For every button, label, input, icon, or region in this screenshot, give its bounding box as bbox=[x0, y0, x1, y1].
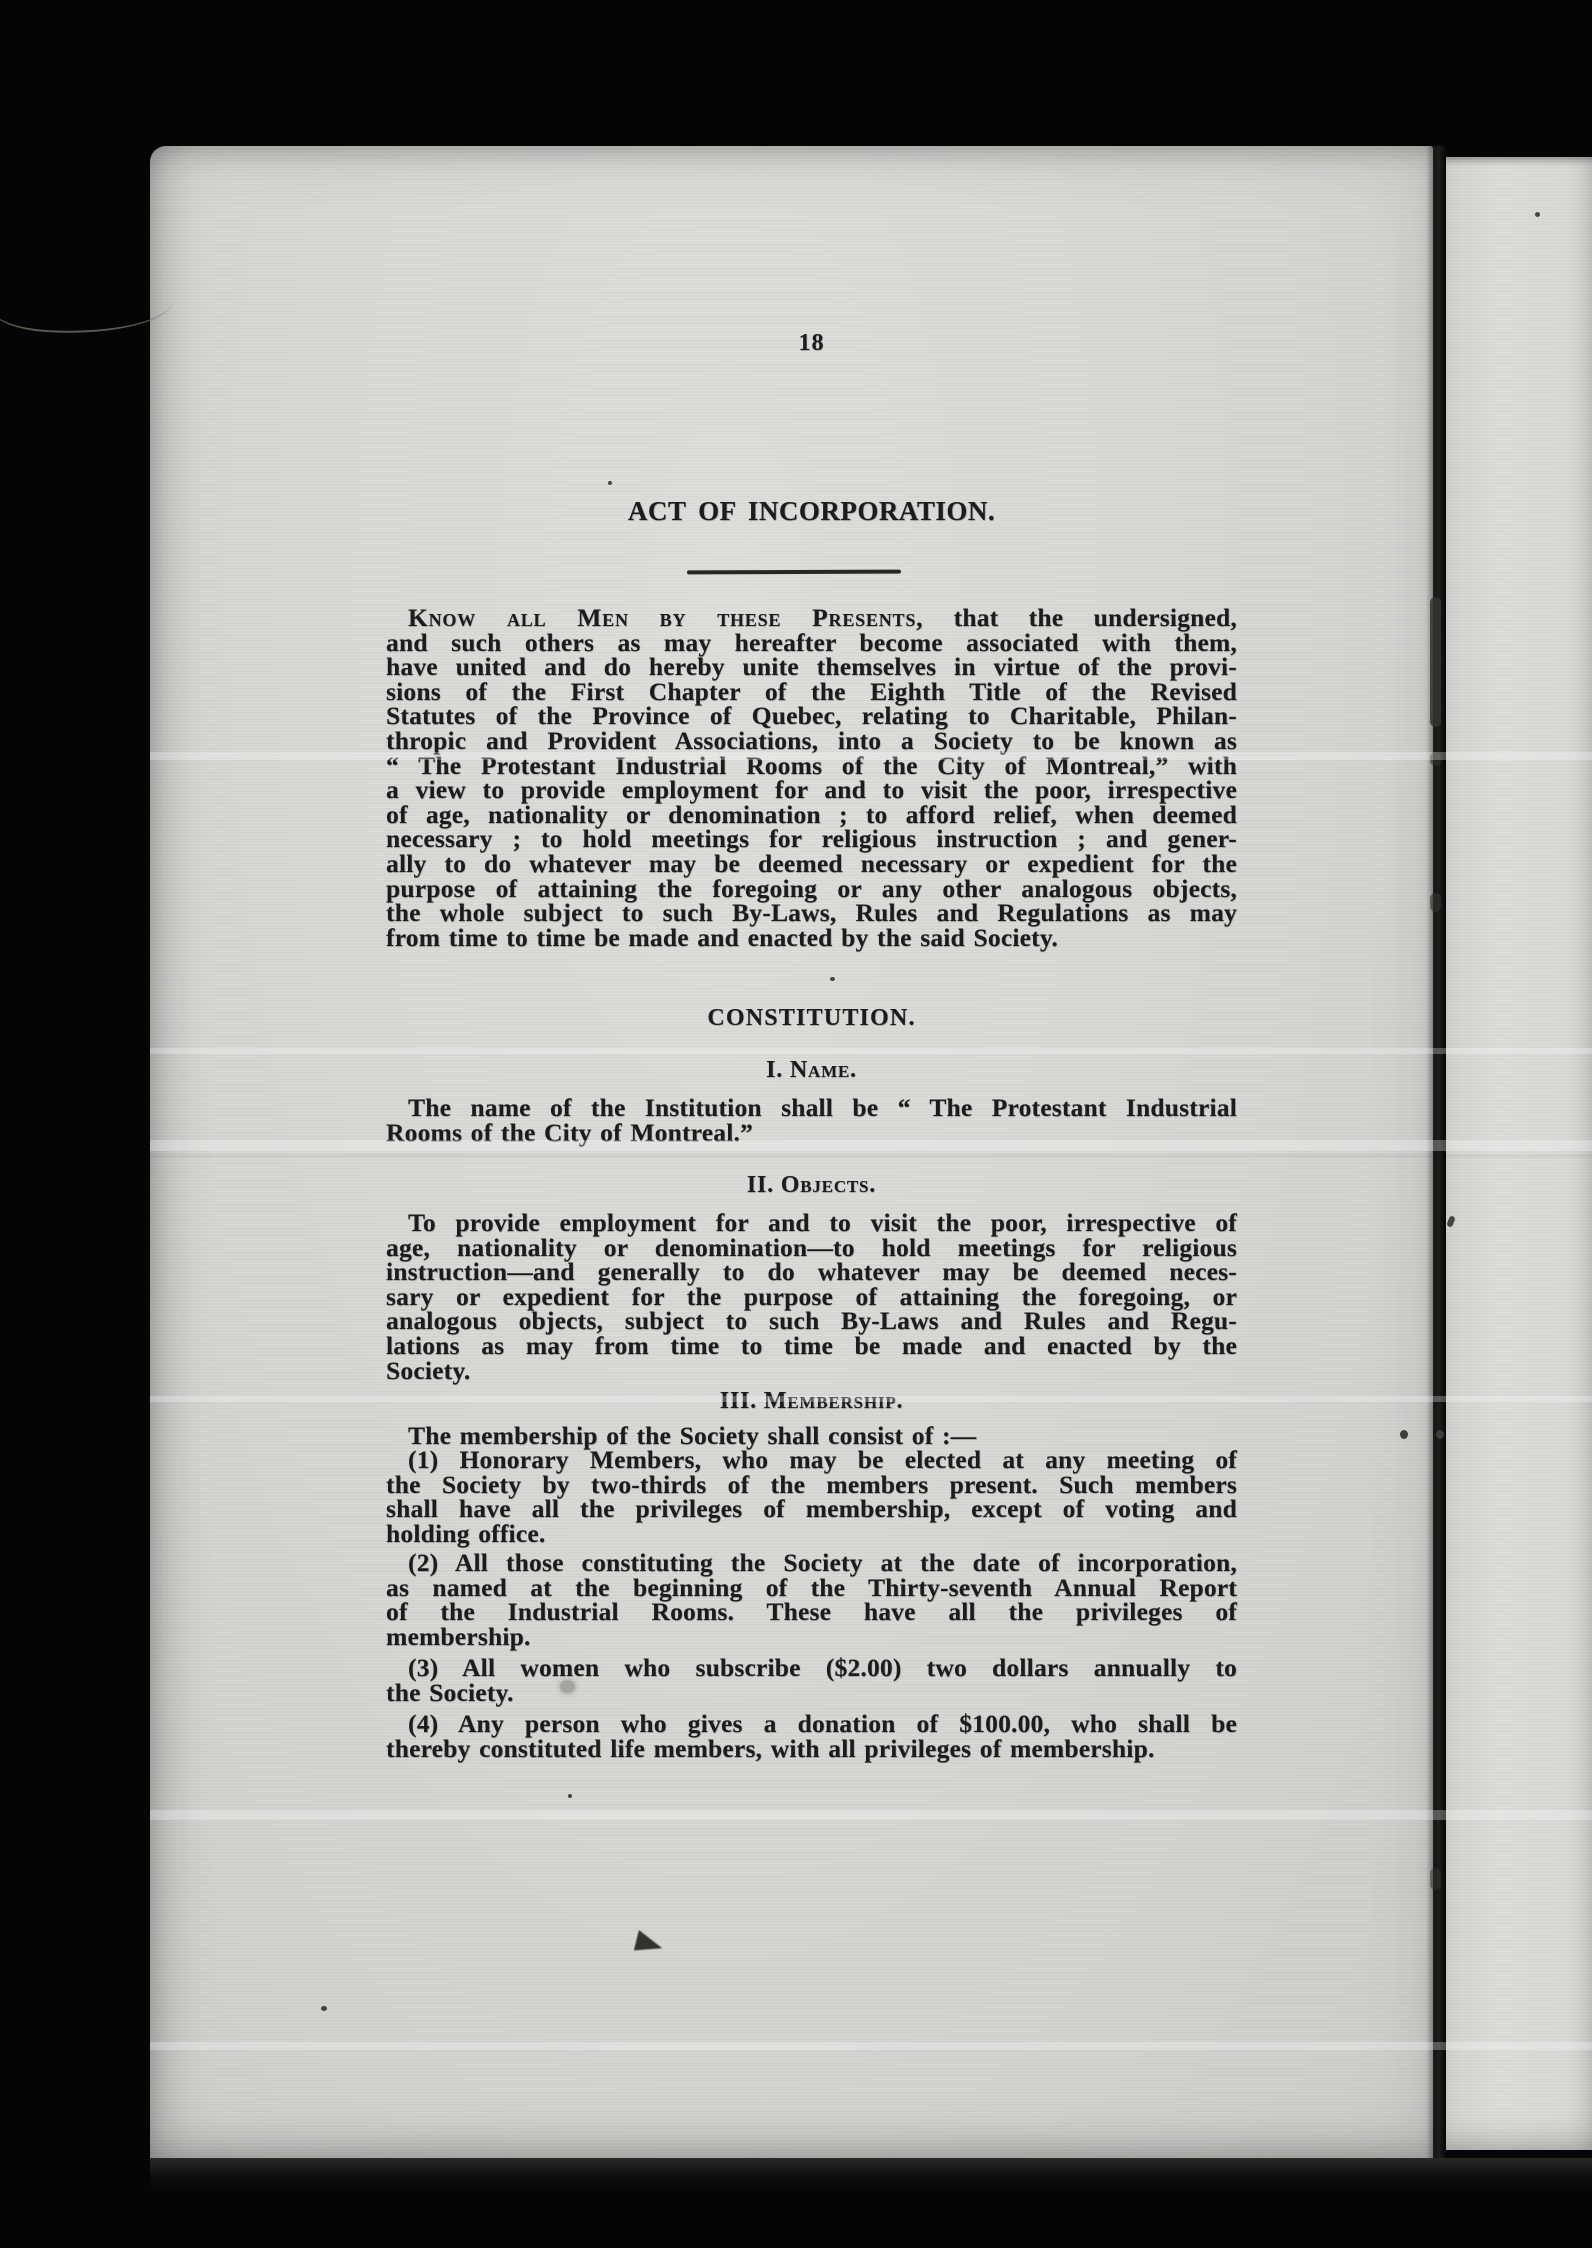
lead-rest: that the undersigned, bbox=[923, 603, 1237, 632]
paragraph-line: (3) All women who subscribe ($2.00) two dollars annually to bbox=[408, 1653, 1237, 1682]
paragraph-line: sions of the First Chapter of the Eighth Title of the Revised bbox=[386, 676, 1237, 706]
next-page-edge bbox=[1446, 157, 1592, 2150]
section-heading-membership: III. Membership. bbox=[719, 1388, 904, 1414]
book-page bbox=[150, 146, 1433, 2158]
paragraph-line: necessary ; to hold meetings for religious instruction ; and gener- bbox=[386, 824, 1237, 854]
paragraph-line: purpose of attaining the foregoing or any other analogous objects, bbox=[386, 873, 1237, 903]
name-paragraph bbox=[386, 1093, 1237, 1147]
paragraph-line: the whole subject to such By-Laws, Rules and Regulations as may bbox=[386, 898, 1237, 928]
paragraph-line: as named at the beginning of the Thirty-seventh Annual Report bbox=[386, 1572, 1237, 1602]
gutter-stitch-mark bbox=[1430, 893, 1441, 912]
gutter-stitch-mark bbox=[1430, 597, 1441, 727]
section-heading-objects: II. Objects. bbox=[746, 1172, 877, 1198]
page-bottom-shadow bbox=[150, 2158, 1592, 2192]
dust-speck bbox=[321, 2006, 327, 2011]
paragraph-line: (1) Honorary Members, who may be elected at any meeting of bbox=[408, 1445, 1237, 1474]
opening-paragraph bbox=[386, 603, 1237, 952]
paragraph-line: lations as may from time to time be made and enacted by the bbox=[386, 1330, 1237, 1360]
gutter-stitch-mark bbox=[1430, 752, 1441, 766]
paragraph-line: and such others as may hereafter become associated with them, bbox=[386, 627, 1237, 657]
paragraph-line: have united and do hereby unite themselves in virtue of the provi- bbox=[386, 652, 1237, 682]
paragraph-line: Statutes of the Province of Quebec, relating to Charitable, Philan- bbox=[386, 701, 1237, 731]
ink-smudge bbox=[560, 1680, 575, 1693]
membership-item-1 bbox=[386, 1445, 1237, 1548]
small-caps-lead: Know all Men by these Presents, bbox=[408, 603, 924, 632]
objects-paragraph bbox=[386, 1208, 1237, 1385]
section-heading-name: I. Name. bbox=[766, 1057, 857, 1083]
paragraph-line bbox=[386, 603, 1237, 632]
paragraph-line: (4) Any person who gives a donation of $100.00, who shall be bbox=[408, 1709, 1237, 1738]
paragraph-line: (2) All those constituting the Society at the date of incorporation, bbox=[408, 1548, 1237, 1577]
constitution-heading: CONSTITUTION. bbox=[707, 1005, 916, 1031]
paragraph-line: shall have all the privileges of membership, except of voting and bbox=[386, 1494, 1237, 1524]
paragraph-line: Society. bbox=[386, 1355, 471, 1385]
paragraph-line: Rooms of the City of Montreal.” bbox=[386, 1117, 753, 1147]
paragraph-line: the Society. bbox=[386, 1677, 514, 1707]
paragraph-line: thereby constituted life members, with all privileges of membership. bbox=[386, 1733, 1155, 1763]
membership-item-4 bbox=[386, 1709, 1237, 1763]
dust-speck bbox=[608, 481, 612, 485]
paragraph-line: the Society by two-thirds of the members present. Such members bbox=[386, 1469, 1237, 1499]
dust-speck bbox=[1535, 212, 1540, 217]
paragraph-line: To provide employment for and to visit the poor, irrespective of bbox=[408, 1208, 1237, 1237]
paragraph-line: of age, nationality or denomination ; to afford relief, when deemed bbox=[386, 799, 1237, 829]
page-number: 18 bbox=[798, 330, 825, 356]
paragraph-line: sary or expedient for the purpose of attaining the foregoing, or bbox=[386, 1281, 1237, 1311]
paragraph-line: from time to time be made and enacted by the said Society. bbox=[386, 922, 1058, 952]
paragraph-line: of the Industrial Rooms. These have all the privileges of bbox=[386, 1597, 1237, 1627]
paragraph-line: holding office. bbox=[386, 1518, 546, 1548]
paragraph-line: a view to provide employment for and to visit the poor, irrespective bbox=[386, 775, 1237, 805]
ink-mark bbox=[1436, 1430, 1444, 1439]
membership-item-3 bbox=[386, 1653, 1237, 1707]
page-gutter-fold bbox=[1426, 146, 1446, 2158]
ink-mark bbox=[1400, 1430, 1408, 1439]
document-title: ACT OF INCORPORATION. bbox=[627, 496, 996, 526]
dust-speck bbox=[568, 1794, 572, 1798]
membership-item-2 bbox=[386, 1548, 1237, 1651]
paragraph-line: analogous objects, subject to such By-Laws and Rules and Regu- bbox=[386, 1306, 1237, 1336]
paragraph-line: age, nationality or denomination—to hold meetings for religious bbox=[386, 1232, 1237, 1262]
paragraph-line: The name of the Institution shall be “ The Protestant Industrial bbox=[408, 1093, 1237, 1122]
paragraph-line: “ The Protestant Industrial Rooms of the City of Montreal,” with bbox=[386, 750, 1237, 780]
dust-hair bbox=[0, 279, 175, 338]
title-rule-divider bbox=[687, 570, 901, 575]
paragraph-line: instruction—and generally to do whatever may be deemed neces- bbox=[386, 1257, 1237, 1287]
dust-speck bbox=[830, 977, 835, 981]
paragraph-line: membership. bbox=[386, 1621, 531, 1651]
paragraph-line: The membership of the Society shall consist of :— bbox=[408, 1421, 977, 1450]
paragraph-line: ally to do whatever may be deemed necessary or expedient for the bbox=[386, 848, 1237, 878]
gutter-stitch-mark bbox=[1430, 1868, 1441, 1890]
paragraph-line: thropic and Provident Associations, into a Society to be known as bbox=[386, 725, 1237, 755]
